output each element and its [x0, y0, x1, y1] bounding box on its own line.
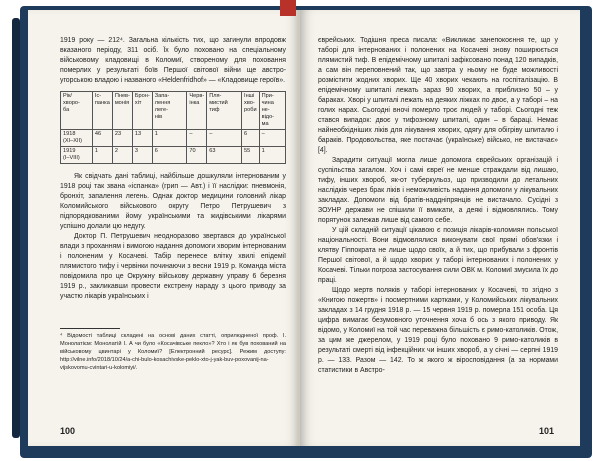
table-cell: 13 [132, 130, 152, 147]
table-header-cell: Пнев- монія [112, 92, 132, 130]
table-cell: – [187, 130, 207, 147]
bookmark-ribbon [280, 0, 296, 16]
right-page [300, 10, 580, 446]
left-intro-paragraph: 1919 року — 212⁴. Загальна кількість тих, що загинули впродовж вказаного періоду, 311 осіб. Їх було поховано на спеціальному військовому кладовищі в Коломиї, створеному для поховання померлих у результаті боїв Першої світової війни ще австро-угорською владою і названого «Heldenfridhof» — «Кладовище героїв». [60, 37, 286, 84]
table-cell: 1 [152, 130, 187, 147]
right-paragraph-1: єврейських. Тодішня преса писала: «Викликає занепокоєння те, що у таборі для інтернованих і полонених на Косачеві знову поширюється плямистий тиф. В епідемічному шпиталі зафіксовано понад 120 випадків, а сам він переповнений так, що завтра у ньому не буде можливості розмістити жодних хворих. Ще 40 хворих чекають на госпіталізацію. В епідемічному шпиталі лежать зараз 90 хворих, а приблизно 50 – у бараках. Хворі у шпиталі лежать на деяких ліжках по двоє, а у таборі – на голих нарах. Сьогодні вночі померло троє людей у таборі. Сьогодні теж стався випадок: двоє у тифозному шпиталі, один – в бараці. Немає найнеобхідніших ліків для лікування хворих, одягу для обігріву шпиталю і бараків. Продовольства, яке постачає (українське) військо, не вистачає» [4]. [318, 37, 558, 154]
table-header-cell: Брон- хіт [132, 92, 152, 130]
disease-statistics-table [60, 91, 286, 164]
table-cell: – [259, 130, 285, 147]
table-header-cell: Черв- інка [187, 92, 207, 130]
table-header-cell: Іс- панка [92, 92, 112, 130]
table-cell: 2 [112, 147, 132, 164]
footnote: ⁴ Відомості таблиці складені на основі даних статті, оприлюдненої проф. І. Монолатієм: Монолатій І. А чи було «Косачівське пекло»? Хто і як був похований на військовому цвинтарі у Коломиї? [Електронний ресурс]. Режим доступу: http://vilne.info/2018/10/24/a-chi-bulo-kosachivske-peklo-xto-j-yak-buv-poxovanij-na-vijskovomu-cvintari-u-kolomiyi/. [60, 333, 286, 371]
left-paragraph-1: Як свідчать дані таблиці, найбільше дошкуляли інтернованим у 1918 році так звана «іспанка» (грип — Авт.) і її наслідки: пневмонія, бронхіт, запалення легень. Однак доктор медицини головний лікар Коломийського військового округу Петро Петрушевич з підпорядкованими йому українськими та жидівськими лікарями успішно долали цю недугу. [60, 173, 286, 230]
left-paragraph-2: Доктор П. Петрушевич неодноразово звертався до української влади з проханням і вимогою надання допомоги хворим інтернованим і полоненим у Косачеві. Табір перенесе влітку хвилі епідемії плямистого тифу і червінки починаючи з весни 1919 р. Команда міста повідомила про це Окружну військову державну управу 6 березня 1919 р., закликавши провести екстрену нараду з цього приводу за участю лікарів українських і [60, 233, 286, 300]
table-header-row [61, 92, 286, 130]
table-cell: 63 [207, 147, 242, 164]
table-cell: 6 [242, 130, 260, 147]
table-cell: 70 [187, 147, 207, 164]
table-cell: 46 [92, 130, 112, 147]
table-row [61, 130, 286, 147]
table-cell: 1 [259, 147, 285, 164]
right-paragraph-3: У цій складній ситуації цікавою є позиція лікарів-коломиян польської національності. Вони відмовлялися виконувати свої прямі обов'язки і клятву Гіппократа не лише щодо своїх, а й тих, що прибували з фронтів Першої світової, а й щодо хворих у таборі інтернованих і полонених у Косачеві. Тільки погроза застосування сили ОВК м. Коломиї змусила їх до праці. [318, 227, 558, 284]
table-cell: 23 [112, 130, 132, 147]
table-cell: 1919 (I–VIII) [61, 147, 93, 164]
table-cell: 1918 (XI–XII) [61, 130, 93, 147]
footnote-divider [60, 328, 120, 329]
table-cell: 3 [132, 147, 152, 164]
book-spine [12, 18, 20, 438]
table-header-cell: Інші хво- роби [242, 92, 260, 130]
table-header-cell: Рік/ хворо- ба [61, 92, 93, 130]
right-paragraph-2: Зарадити ситуації могла лише допомога єврейських організацій і суспільства загалом. Хоч і самі євреї не менше страждали від лишаю, тифу, інших хвороб, як-от туберкульоз, що призводили до летальних наслідків через брак ліків і неможливість надання допомоги у лікувальних закладах. Допомоги від братів-наддніпрянців не вистачало. Сусідні з ЗОУНР держави не спішили її вмикати, а деякі і відмовлялись. Тому порятунок залежав лише від самого себе. [318, 157, 558, 224]
right-paragraph-4: Щодо жертв поляків у таборі інтернованих у Косачеві, то згідно з «Книгою пожертв» і посмертними картками, у Коломийських лікувальних закладах з 14 грудня 1918 р. — 15 червня 1919 р. померла 151 особа. Ця цифра вимагає безумовного уточнення хоча б ось з якого приводу. Як відомо, у Коломиї на той час переважна більшість є римо-католиків. Отож, за цим же джерелом, у 1919 році було поховано 9 римо-католиків в результаті смерті від інфекційних чи інших хвороб, а у січні — серпні 1919 р. — 133. Разом — 142. То ж якого ж віросповідання (а за нормами статистики в Австро- [318, 287, 558, 374]
left-page [28, 10, 300, 446]
table-header-cell: При- чина не- відо- ма [259, 92, 285, 130]
table-cell: – [207, 130, 242, 147]
table-cell: 55 [242, 147, 260, 164]
page-number-left: 100 [60, 426, 76, 436]
page-number-right: 101 [538, 426, 554, 436]
table-header-cell: Пля- мистий тиф [207, 92, 242, 130]
table-cell: 6 [152, 147, 187, 164]
table-row [61, 147, 286, 164]
table-cell: 1 [92, 147, 112, 164]
table-header-cell: Запа- лення леге- нів [152, 92, 187, 130]
